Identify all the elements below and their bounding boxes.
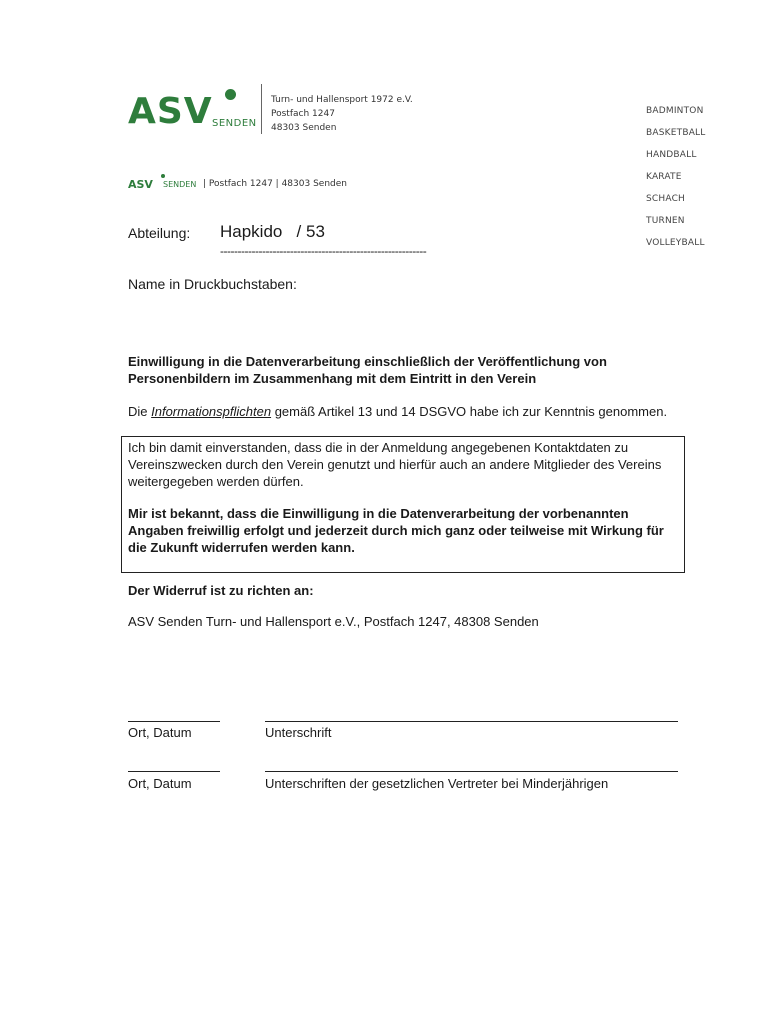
- sport-item: TURNEN: [646, 216, 685, 226]
- abteilung-value: Hapkido / 53: [220, 222, 325, 241]
- logo-dot-icon: [225, 89, 236, 100]
- abteilung-dashes: -----------------------------------------------------------: [220, 244, 427, 258]
- consent-text: Ich bin damit einverstanden, dass die in der Anmeldung angegebenen Kontaktdaten zu Vereinszwecken durch den Verein genutzt und hierfür auch an andere Mitglieder des Vereins weitergegeben werden dürfen.: [128, 440, 662, 489]
- sport-item: BADMINTON: [646, 106, 704, 116]
- revocation-notice: Mir ist bekannt, dass die Einwilligung in die Datenverarbeitung der vorbenannten Angaben freiwillig erfolgt und jederzeit durch mich ganz oder teilweise mit Wirkung für die Zukunft widerrufen werden kann.: [128, 506, 664, 555]
- ort-datum-label-2: Ort, Datum: [128, 776, 192, 791]
- abteilung-label: Abteilung:: [128, 225, 191, 241]
- info-paragraph: [128, 403, 688, 420]
- sport-item: SCHACH: [646, 194, 686, 204]
- widerruf-address: ASV Senden Turn- und Hallensport e.V., Postfach 1247, 48308 Senden: [128, 614, 539, 629]
- sports-list: [646, 100, 706, 254]
- sender-logo-dot-icon: [161, 174, 165, 178]
- club-name: Turn- und Hallensport 1972 e.V.: [271, 95, 413, 105]
- logo-senden-text: SENDEN: [212, 118, 257, 129]
- club-postbox: Postfach 1247: [271, 109, 335, 119]
- club-address: [271, 93, 413, 135]
- sport-item: HANDBALL: [646, 150, 697, 160]
- consent-heading: Einwilligung in die Datenverarbeitung einschließlich der Veröffentlichung von Personenbildern im Zusammenhang mit dem Eintritt in den Verein: [128, 354, 607, 386]
- unterschrift-label: Unterschrift: [265, 725, 332, 740]
- info-suffix: gemäß Artikel 13 und 14 DSGVO habe ich zur Kenntnis genommen.: [271, 404, 668, 419]
- sender-logo: ASV: [128, 178, 153, 191]
- name-label: Name in Druckbuchstaben:: [128, 276, 297, 292]
- ort-datum-label-1: Ort, Datum: [128, 725, 192, 740]
- unterschrift-line[interactable]: [265, 721, 678, 722]
- club-city: 48303 Senden: [271, 123, 337, 133]
- sport-item: VOLLEYBALL: [646, 238, 705, 248]
- widerruf-heading: Der Widerruf ist zu richten an:: [128, 583, 314, 598]
- asv-logo: ASV: [128, 91, 213, 132]
- logo-divider: [261, 84, 262, 134]
- sender-logo-sub: SENDEN: [163, 180, 197, 189]
- ort-datum-line-1[interactable]: [128, 721, 220, 722]
- informationspflichten-link[interactable]: Informationspflichten: [151, 404, 272, 419]
- info-prefix: Die: [128, 404, 152, 419]
- guardian-signature-line[interactable]: [265, 771, 678, 772]
- sender-address: | Postfach 1247 | 48303 Senden: [203, 179, 347, 189]
- guardian-signature-label: Unterschriften der gesetzlichen Vertreter bei Minderjährigen: [265, 776, 609, 791]
- sport-item: BASKETBALL: [646, 128, 706, 138]
- ort-datum-line-2[interactable]: [128, 771, 220, 772]
- sport-item: KARATE: [646, 172, 682, 182]
